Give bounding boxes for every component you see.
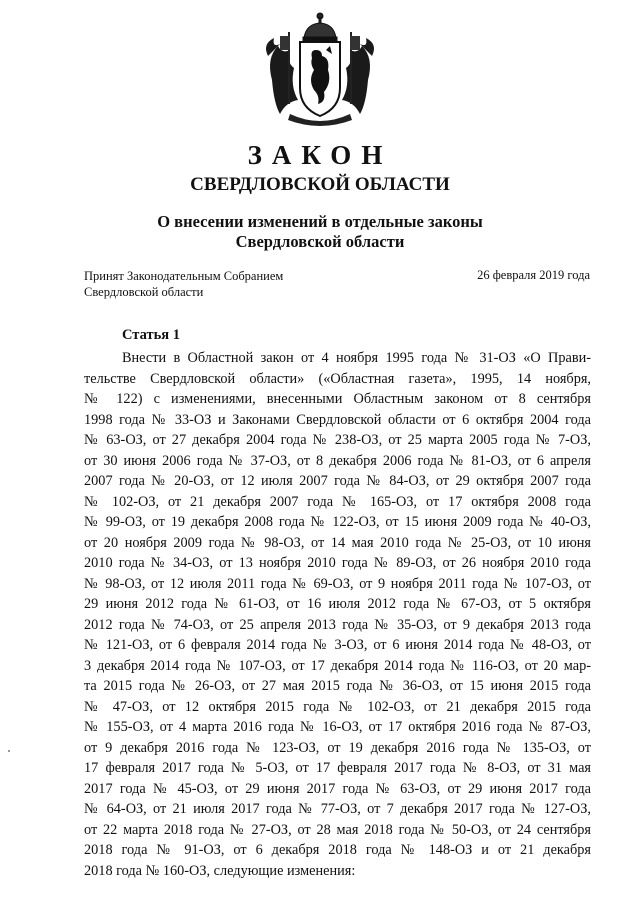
adopted-by xyxy=(84,268,283,300)
article-text-line: № 99-ОЗ, от 19 декабря 2008 года № 122-ОЗ, от 15 июня 2009 года № 40-ОЗ, xyxy=(84,514,591,530)
article-text-line: тельстве Свердловской области» («Областная газета», 1995, 14 ноября, xyxy=(84,370,591,387)
article-text-line: 2012 года № 74-ОЗ, от 25 апреля 2013 года № 35-ОЗ, от 9 декабря 2013 года xyxy=(84,616,591,633)
article-text-line: 17 февраля 2017 года № 5-ОЗ, от 17 февраля 2017 года № 8-ОЗ, от 31 мая xyxy=(84,760,591,776)
article-text-line: 1998 года № 33-ОЗ и Законами Свердловской области от 6 октября 2004 года xyxy=(84,411,591,428)
article-text-line: от 22 марта 2018 года № 27-ОЗ, от 28 мая 2018 года № 50-ОЗ, от 24 сентября xyxy=(84,821,591,838)
law-subject-line: О внесении изменений в отдельные законы xyxy=(157,212,483,231)
article-text-line: от 30 июня 2006 года № 37-ОЗ, от 8 декабря 2006 года № 81-ОЗ, от 6 апреля xyxy=(84,452,591,469)
article-text-line: № 98-ОЗ, от 12 июля 2011 года № 69-ОЗ, от 9 ноября 2011 года № 107-ОЗ, от xyxy=(84,575,591,592)
article-text-line: 3 декабря 2014 года № 107-ОЗ, от 17 декабря 2014 года № 116-ОЗ, от 20 мар- xyxy=(84,657,591,674)
article-text-line: от 9 декабря 2016 года № 123-ОЗ, от 19 декабря 2016 года № 135-ОЗ, от xyxy=(84,739,591,756)
scan-speck xyxy=(8,750,10,752)
article-text-line: Внести в Областной закон от 4 ноября 1995 года № 31-ОЗ «О Прави- xyxy=(122,350,591,366)
article-text-line: 2018 года № 160-ОЗ, следующие изменения: xyxy=(84,862,356,879)
article-text-line: 2010 года № 34-ОЗ, от 13 ноября 2010 года № 89-ОЗ, от 26 ноября 2010 года xyxy=(84,555,591,571)
article-text-line: 2007 года № 20-ОЗ, от 12 июля 2007 года № 84-ОЗ, от 29 октября 2007 года xyxy=(84,473,591,489)
law-subject-line: Свердловской области xyxy=(235,232,405,251)
region-title: СВЕРДЛОВСКОЙ ОБЛАСТИ xyxy=(190,174,450,195)
article-text-line: 29 июня 2012 года № 61-ОЗ, от 16 июля 2012 года № 67-ОЗ, от 5 октября xyxy=(84,596,591,612)
adopted-by-line: Свердловской области xyxy=(84,285,204,299)
article-text-line: от 20 ноября 2009 года № 98-ОЗ, от 14 мая 2010 года № 25-ОЗ, от 10 июня xyxy=(84,534,591,551)
coat-of-arms-icon xyxy=(260,10,380,128)
article-text-line: № 47-ОЗ, от 12 октября 2015 года № 102-ОЗ, от 21 декабря 2015 года xyxy=(84,698,591,715)
law-subject xyxy=(0,212,640,252)
article-text-line: № 121-ОЗ, от 6 февраля 2014 года № 3-ОЗ, от 6 июня 2014 года № 48-ОЗ, от xyxy=(84,637,591,653)
article-text-line: № 64-ОЗ, от 21 июля 2017 года № 77-ОЗ, от 7 декабря 2017 года № 127-ОЗ, xyxy=(84,801,591,817)
article-text-line: та 2015 года № 26-ОЗ, от 27 мая 2015 года № 36-ОЗ, от 15 июня 2015 года xyxy=(84,678,591,694)
article-text-line: № 63-ОЗ, от 27 декабря 2004 года № 238-ОЗ, от 25 марта 2005 года № 7-ОЗ, xyxy=(84,432,591,448)
article-text-line: № 102-ОЗ, от 21 декабря 2007 года № 165-ОЗ, от 17 октября 2008 года xyxy=(84,493,591,510)
article-body xyxy=(84,348,591,881)
article-text-line: № 155-ОЗ, от 4 марта 2016 года № 16-ОЗ, от 17 октября 2016 года № 87-ОЗ, xyxy=(84,719,591,735)
document-type-title: ЗАКОН xyxy=(247,140,393,170)
article-text-line: 2017 года № 45-ОЗ, от 29 июня 2017 года № 63-ОЗ, от 29 июня 2017 года xyxy=(84,780,591,797)
article-text-line: 2018 года № 91-ОЗ, от 6 декабря 2018 года № 148-ОЗ и от 21 декабря xyxy=(84,842,591,858)
adoption-date: 26 февраля 2019 года xyxy=(477,268,590,282)
adopted-by-line: Принят Законодательным Собранием xyxy=(84,269,284,283)
article-title: Статья 1 xyxy=(122,327,180,343)
article-text-line: № 122) с изменениями, внесенными Областным законом от 8 сентября xyxy=(84,391,591,407)
